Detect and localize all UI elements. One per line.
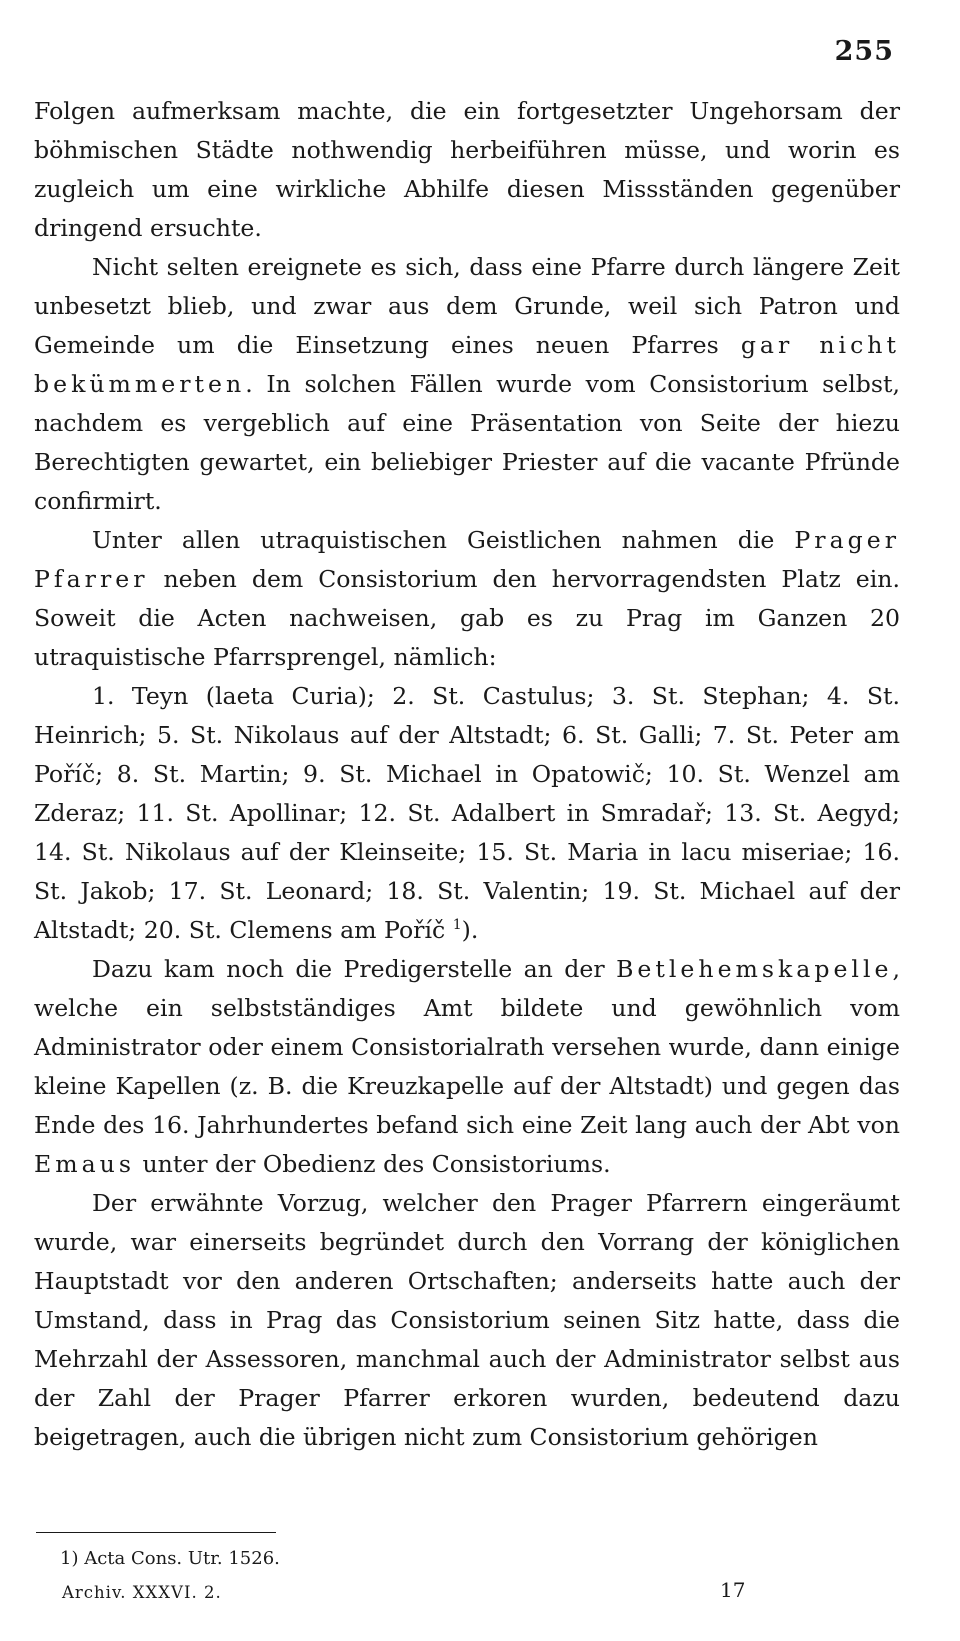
sheet-number: 17 xyxy=(720,1578,746,1602)
paragraph-3 xyxy=(34,521,900,677)
paragraph-5-text-a: Dazu kam noch die Predigerstelle an der xyxy=(92,955,617,983)
paragraph-2 xyxy=(34,248,900,521)
footnote-text: Acta Cons. Utr. 1526. xyxy=(84,1548,280,1569)
paragraph-3-emphasis: Prager Pfarrer xyxy=(34,526,900,593)
paragraph-3-text-a: Unter allen utraquistischen Geistlichen nahmen die xyxy=(92,526,795,554)
paragraph-5-emphasis-2: Emaus xyxy=(34,1150,135,1178)
paragraph-2-text-a: Nicht selten ereignete es sich, dass eine Pfarre durch längere Zeit unbesetzt blieb, und zwar aus dem Grunde, weil sich Patron und Gemeinde um die Einsetzung eines neuen Pfarres xyxy=(34,253,900,359)
paragraph-5 xyxy=(34,950,900,1184)
paragraph-2-text-b: . In solchen Fällen wurde vom Consistorium selbst, nachdem es vergeblich auf eine Präsentation von Seite der hiezu Berechtigten gewartet, ein beliebiger Priester auf die vacante Pfründe confirmirt. xyxy=(34,370,900,515)
printer-signature: Archiv. XXXVI. 2. xyxy=(62,1583,222,1602)
body-text xyxy=(34,92,900,1457)
paragraph-6: Der erwähnte Vorzug, welcher den Prager Pfarrern eingeräumt wurde, war einerseits begründet durch den Vorrang der königlichen Hauptstadt vor den anderen Ortschaften; anderseits hatte auch der Umstand, dass in Prag das Consistorium seinen Sitz hatte, dass die Mehrzahl der Assessoren, manchmal auch der Administrator selbst aus der Zahl der Prager Pfarrer erkoren wurden, bedeutend dazu beigetragen, auch die übrigen nicht zum Consistorium gehörigen xyxy=(34,1189,900,1451)
paragraph-5-text-c: unter der Obedienz des Consistoriums. xyxy=(134,1150,611,1178)
parish-list xyxy=(34,677,900,950)
paragraph-5-text-b: , welche ein selbstständiges Amt bildete und gewöhnlich vom Administrator oder einem Consistorialrath versehen wurde, dann einige kleine Kapellen (z. B. die Kreuzkapelle auf der Altstadt) und gegen das Ende des 16. Jahrhundertes befand sich eine Zeit lang auch der Abt von xyxy=(34,955,900,1139)
footnote-reference[interactable]: 1 xyxy=(452,917,462,934)
paragraph-1: Folgen aufmerksam machte, die ein fortgesetzter Ungehorsam der böhmischen Städte nothwendig herbeiführen müsse, und worin es zugleich um eine wirkliche Abhilfe diesen Missständen gegenüber dringend ersuchte. xyxy=(34,97,900,242)
footnote-1 xyxy=(60,1548,280,1569)
paragraph-2-emphasis: gar nicht bekümmerten xyxy=(34,331,900,398)
parish-list-end: ). xyxy=(461,916,479,944)
parish-list-text: 1. Teyn (laeta Curia); 2. St. Castulus; 3. St. Stephan; 4. St. Heinrich; 5. St. Nikolaus auf der Altstadt; 6. St. Galli; 7. St. Peter am Poříč; 8. St. Martin; 9. St. Michael in Opatowič; 10. St. Wenzel am Zderaz; 11. St. Apollinar; 12. St. Adalbert in Smradař; 13. St. Aegyd; 14. St. Nikolaus auf der Kleinseite; 15. St. Maria in lacu miseriae; 16. St. Jakob; 17. St. Leonard; 18. St. Valentin; 19. St. Michael auf der Altstadt; 20. St. Clemens am Poříč xyxy=(34,682,900,944)
page-number: 255 xyxy=(834,36,894,67)
footnote-divider xyxy=(36,1532,276,1533)
paragraph-3-text-b: neben dem Consistorium den hervorragendsten Platz ein. Soweit die Acten nachweisen, gab es zu Prag im Ganzen 20 utraquistische Pfarrsprengel, nämlich: xyxy=(34,565,900,671)
paragraph-5-emphasis-1: Betlehemskapelle xyxy=(616,955,893,983)
footnote-mark: 1) xyxy=(60,1548,79,1569)
